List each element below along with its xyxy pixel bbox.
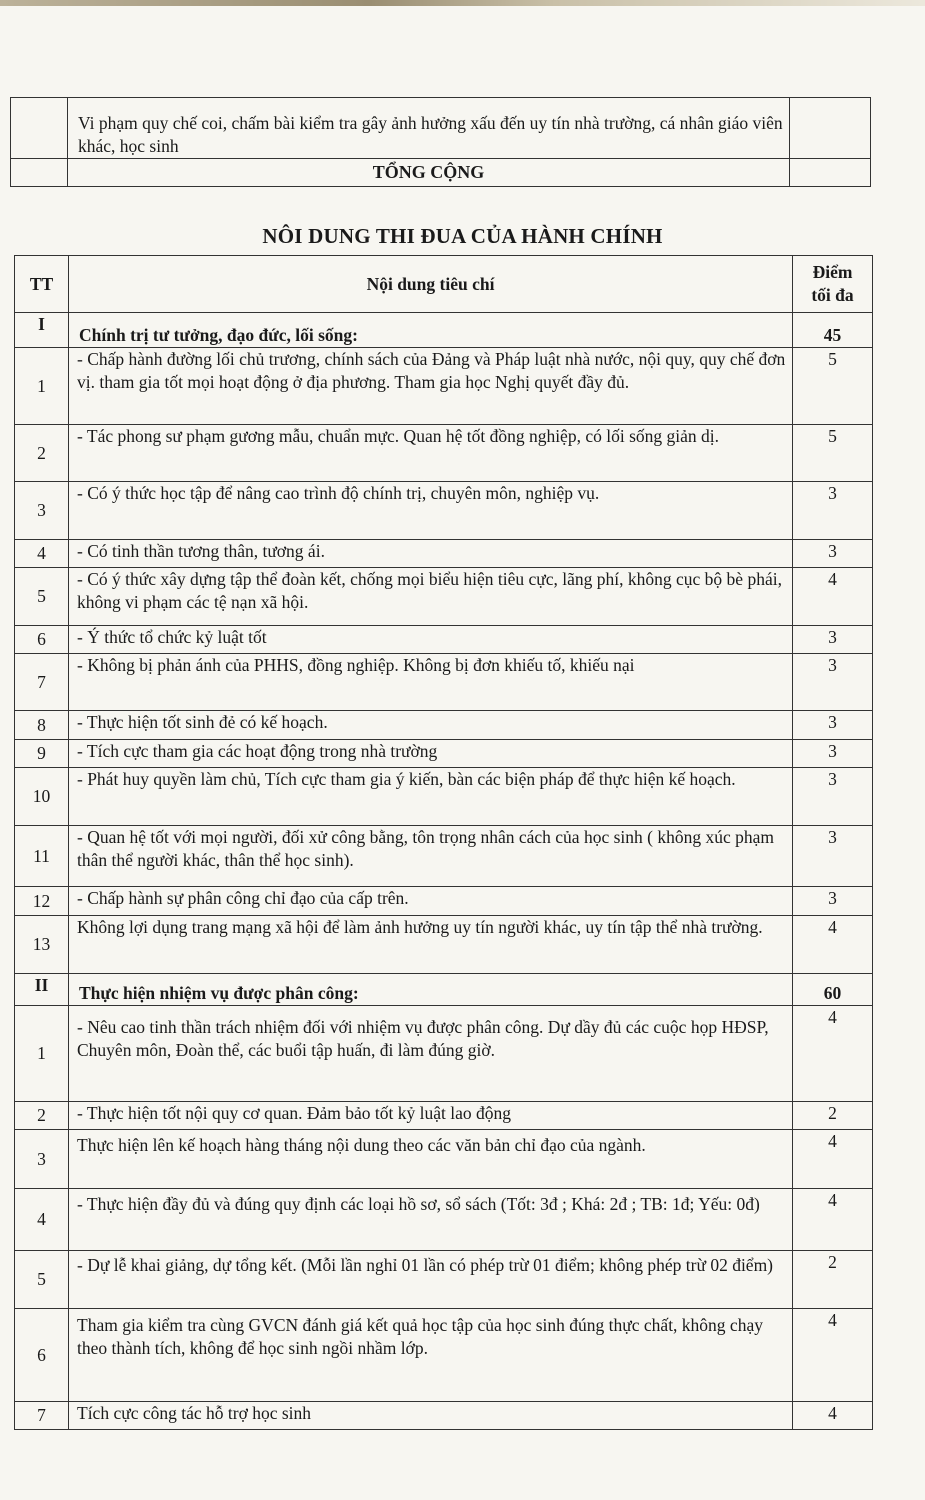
total-points-cell: [790, 159, 871, 187]
row-points: 3: [793, 887, 873, 916]
row-tt: 7: [15, 1402, 69, 1430]
row-tt: 5: [15, 1251, 69, 1309]
row-points: 4: [793, 1189, 873, 1251]
header-points: [793, 256, 873, 313]
section-title: Thực hiện nhiệm vụ được phân công:: [69, 974, 793, 1006]
section-points: 45: [793, 313, 873, 348]
row-tt: 3: [15, 482, 69, 540]
row-text: - Thực hiện đầy đủ và đúng quy định các loại hồ sơ, sổ sách (Tốt: 3đ ; Khá: 2đ ; TB: 1đ; Yếu: 0đ): [69, 1189, 793, 1251]
table-row: [15, 826, 873, 887]
table-row: [15, 916, 873, 974]
row-points: 4: [793, 568, 873, 626]
table-row: [15, 887, 873, 916]
header-row: [15, 256, 873, 313]
row-tt: 2: [15, 1102, 69, 1130]
section-tt: I: [15, 313, 69, 348]
section-tt: II: [15, 974, 69, 1006]
row-points: 4: [793, 1402, 873, 1430]
row-points: 2: [793, 1251, 873, 1309]
row-tt: 8: [15, 711, 69, 740]
row-tt: 9: [15, 740, 69, 768]
row-tt: 5: [15, 568, 69, 626]
table-row: [15, 740, 873, 768]
row-text: - Có ý thức học tập để nâng cao trình độ chính trị, chuyên môn, nghiệp vụ.: [69, 482, 793, 540]
total-row: [11, 159, 871, 187]
row-tt: 13: [15, 916, 69, 974]
row-text: Tham gia kiểm tra cùng GVCN đánh giá kết quả học tập của học sinh đúng thực chất, không chạy theo thành tích, không để học sinh ngồi nhầm lớp.: [69, 1309, 793, 1402]
row-tt: 6: [15, 1309, 69, 1402]
fragment-points-cell: [790, 98, 871, 159]
row-points: 5: [793, 425, 873, 482]
header-points-line1: Điểm: [812, 262, 853, 282]
row-points: 3: [793, 626, 873, 654]
page-top-edge: [0, 0, 925, 6]
row-text: Không lợi dụng trang mạng xã hội để làm ảnh hưởng uy tín người khác, uy tín tập thể nhà trường.: [69, 916, 793, 974]
row-text: - Dự lễ khai giảng, dự tổng kết. (Mỗi lần nghỉ 01 lần có phép trừ 01 điểm; không phép trừ 02 điểm): [69, 1251, 793, 1309]
row-tt: 2: [15, 425, 69, 482]
row-text: Thực hiện lên kế hoạch hàng tháng nội dung theo các văn bản chỉ đạo của ngành.: [69, 1130, 793, 1189]
row-points: 3: [793, 826, 873, 887]
row-points: 3: [793, 654, 873, 711]
row-text: - Nêu cao tinh thần trách nhiệm đối với nhiệm vụ được phân công. Dự dầy đủ các cuộc họp HĐSP, Chuyên môn, Đoàn thể, các buổi tập huấn, đi làm đúng giờ.: [69, 1006, 793, 1102]
row-points: 3: [793, 711, 873, 740]
row-points: 5: [793, 348, 873, 425]
row-text: - Thực hiện tốt sinh đẻ có kế hoạch.: [69, 711, 793, 740]
table-row: [15, 348, 873, 425]
table-row: [15, 768, 873, 826]
row-points: 3: [793, 768, 873, 826]
row-text: - Tích cực tham gia các hoạt động trong nhà trường: [69, 740, 793, 768]
fragment-row: [11, 98, 871, 159]
section-row: [15, 313, 873, 348]
row-points: 4: [793, 1130, 873, 1189]
row-text: Tích cực công tác hỗ trợ học sinh: [69, 1402, 793, 1430]
row-points: 3: [793, 540, 873, 568]
table-row: [15, 1130, 873, 1189]
row-points: 3: [793, 482, 873, 540]
row-text: - Tác phong sư phạm gương mẫu, chuẩn mực. Quan hệ tốt đồng nghiệp, có lối sống giản dị.: [69, 425, 793, 482]
row-tt: 1: [15, 1006, 69, 1102]
row-text: - Chấp hành sự phân công chỉ đạo của cấp trên.: [69, 887, 793, 916]
row-text: - Thực hiện tốt nội quy cơ quan. Đảm bảo tốt kỷ luật lao động: [69, 1102, 793, 1130]
header-points-line2: tối đa: [811, 285, 854, 305]
row-tt: 11: [15, 826, 69, 887]
table-row: [15, 425, 873, 482]
section-points: 60: [793, 974, 873, 1006]
row-tt: 4: [15, 1189, 69, 1251]
table-row: [15, 1189, 873, 1251]
table-row: [15, 1309, 873, 1402]
table-row: [15, 1402, 873, 1430]
row-tt: 4: [15, 540, 69, 568]
row-text: - Phát huy quyền làm chủ, Tích cực tham gia ý kiến, bàn các biện pháp để thực hiện kế hoạch.: [69, 768, 793, 826]
row-tt: 1: [15, 348, 69, 425]
row-text: - Quan hệ tốt với mọi người, đối xử công bằng, tôn trọng nhân cách của học sinh ( không xúc phạm thân thể người khác, thân thể học sinh).: [69, 826, 793, 887]
row-text: - Chấp hành đường lối chủ trương, chính sách của Đảng và Pháp luật nhà nước, nội quy, quy chế đơn vị. tham gia tốt mọi hoạt động ở địa phương. Tham gia học Nghị quyết đầy đủ.: [69, 348, 793, 425]
section-row: [15, 974, 873, 1006]
table-row: [15, 654, 873, 711]
table-row: [15, 1251, 873, 1309]
row-tt: 6: [15, 626, 69, 654]
table-row: [15, 482, 873, 540]
row-points: 2: [793, 1102, 873, 1130]
row-tt: 10: [15, 768, 69, 826]
table-row: [15, 626, 873, 654]
row-tt: 3: [15, 1130, 69, 1189]
header-tt: TT: [15, 256, 69, 313]
row-points: 4: [793, 1309, 873, 1402]
table-row: [15, 540, 873, 568]
section-title: Chính trị tư tưởng, đạo đức, lối sống:: [69, 313, 793, 348]
fragment-row-text: Vi phạm quy chế coi, chấm bài kiểm tra gây ảnh hưởng xấu đến uy tín nhà trường, cá nhân giáo viên khác, học sinh: [68, 98, 790, 159]
row-text: - Có ý thức xây dựng tập thể đoàn kết, chống mọi biểu hiện tiêu cực, lãng phí, không cục bộ bè phái, không vi phạm các tệ nạn xã hội.: [69, 568, 793, 626]
row-points: 4: [793, 916, 873, 974]
fragment-tt-cell: [11, 98, 68, 159]
previous-table-fragment: [10, 97, 871, 187]
header-content: Nội dung tiêu chí: [69, 256, 793, 313]
row-text: - Không bị phản ánh của PHHS, đồng nghiệp. Không bị đơn khiếu tố, khiếu nại: [69, 654, 793, 711]
row-text: - Ý thức tổ chức kỷ luật tốt: [69, 626, 793, 654]
total-tt-cell: [11, 159, 68, 187]
table-row: [15, 568, 873, 626]
row-points: 4: [793, 1006, 873, 1102]
page-title: NÔI DUNG THI ĐUA CỦA HÀNH CHÍNH: [262, 224, 663, 248]
row-text: - Có tinh thần tương thân, tương ái.: [69, 540, 793, 568]
row-tt: 7: [15, 654, 69, 711]
table-row: [15, 1006, 873, 1102]
criteria-table: [14, 255, 873, 1430]
table-row: [15, 1102, 873, 1130]
row-tt: 12: [15, 887, 69, 916]
total-label: TỔNG CỘNG: [68, 159, 790, 187]
table-row: [15, 711, 873, 740]
row-points: 3: [793, 740, 873, 768]
